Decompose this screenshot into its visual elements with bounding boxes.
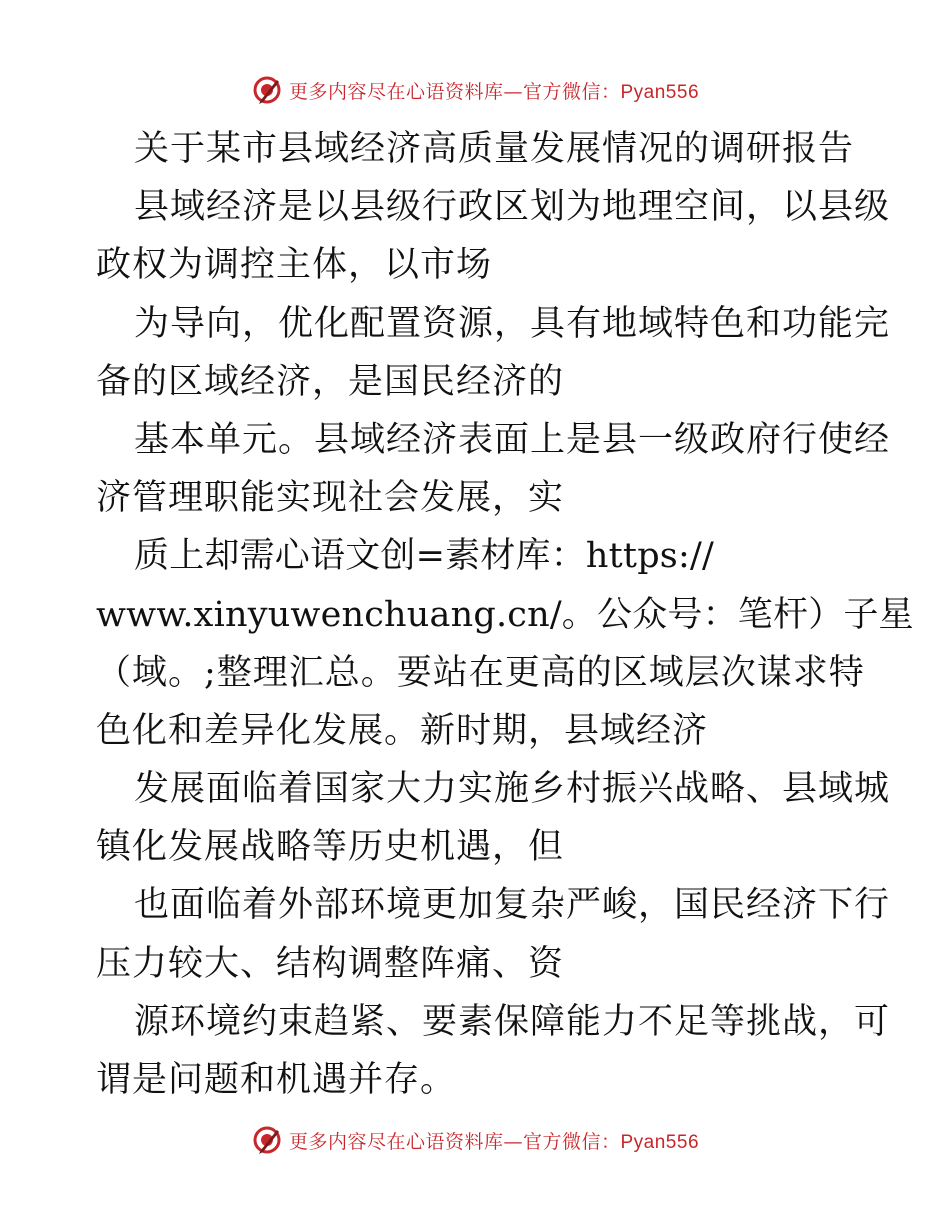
footer-watermark-banner [0, 1120, 950, 1160]
watermark-text [289, 1127, 699, 1154]
watermark-dash: — [503, 80, 523, 103]
paragraph-line: www.xinyuwenchuang.cn/。公众号：笔杆）子星 [96, 594, 914, 635]
pen-logo-icon [251, 1124, 283, 1156]
watermark-main: 更多内容尽在心语资料库 [288, 1130, 504, 1153]
paragraph-line: 为导向，优化配置资源，具有地域特色和功能完 [134, 303, 891, 344]
watermark-dash: — [503, 1130, 523, 1153]
paragraph-line: 基本单元。县域经济表面上是县一级政府行使经 [134, 419, 891, 460]
watermark-main: 更多内容尽在心语资料库 [288, 80, 504, 103]
paragraph-line: 也面临着外部环境更加复杂严峻，国民经济下行 [134, 885, 891, 926]
watermark-text [289, 77, 699, 104]
paragraph-line: （域。;整理汇总。要站在更高的区域层次谋求特 [96, 652, 865, 693]
paragraph-line: 政权为调控主体，以市场 [96, 245, 493, 286]
paragraph-line: 镇化发展战略等历史机遇，但 [96, 827, 565, 868]
paragraph-line: 济管理职能实现社会发展，实 [96, 478, 565, 519]
document-title: 关于某市县域经济高质量发展情况的调研报告 [134, 129, 855, 169]
document-body [96, 120, 914, 1109]
paragraph-line: 谓是问题和机遇并存。 [96, 1060, 457, 1100]
paragraph-line: 质上却需心语文创=素材库：https:// [134, 536, 714, 577]
paragraph-line: 备的区域经济，是国民经济的 [96, 361, 565, 402]
header-watermark-banner [0, 70, 950, 110]
watermark-wechat-id: Pyan556 [620, 81, 700, 103]
paragraph-line: 色化和差异化发展。新时期，县域经济 [96, 710, 709, 751]
watermark-wechat-label: 官方微信： [522, 80, 621, 103]
paragraph-line: 压力较大、结构调整阵痛、资 [96, 943, 565, 984]
watermark-wechat-label: 官方微信： [522, 1130, 621, 1153]
watermark-wechat-id: Pyan556 [620, 1131, 700, 1153]
pen-logo-icon [251, 74, 283, 106]
paragraph-line: 县域经济是以县级行政区划为地理空间，以县级 [134, 187, 891, 228]
paragraph-line: 源环境约束趋紧、要素保障能力不足等挑战，可 [134, 1001, 891, 1042]
paragraph-line: 发展面临着国家大力实施乡村振兴战略、县域城 [134, 769, 891, 810]
